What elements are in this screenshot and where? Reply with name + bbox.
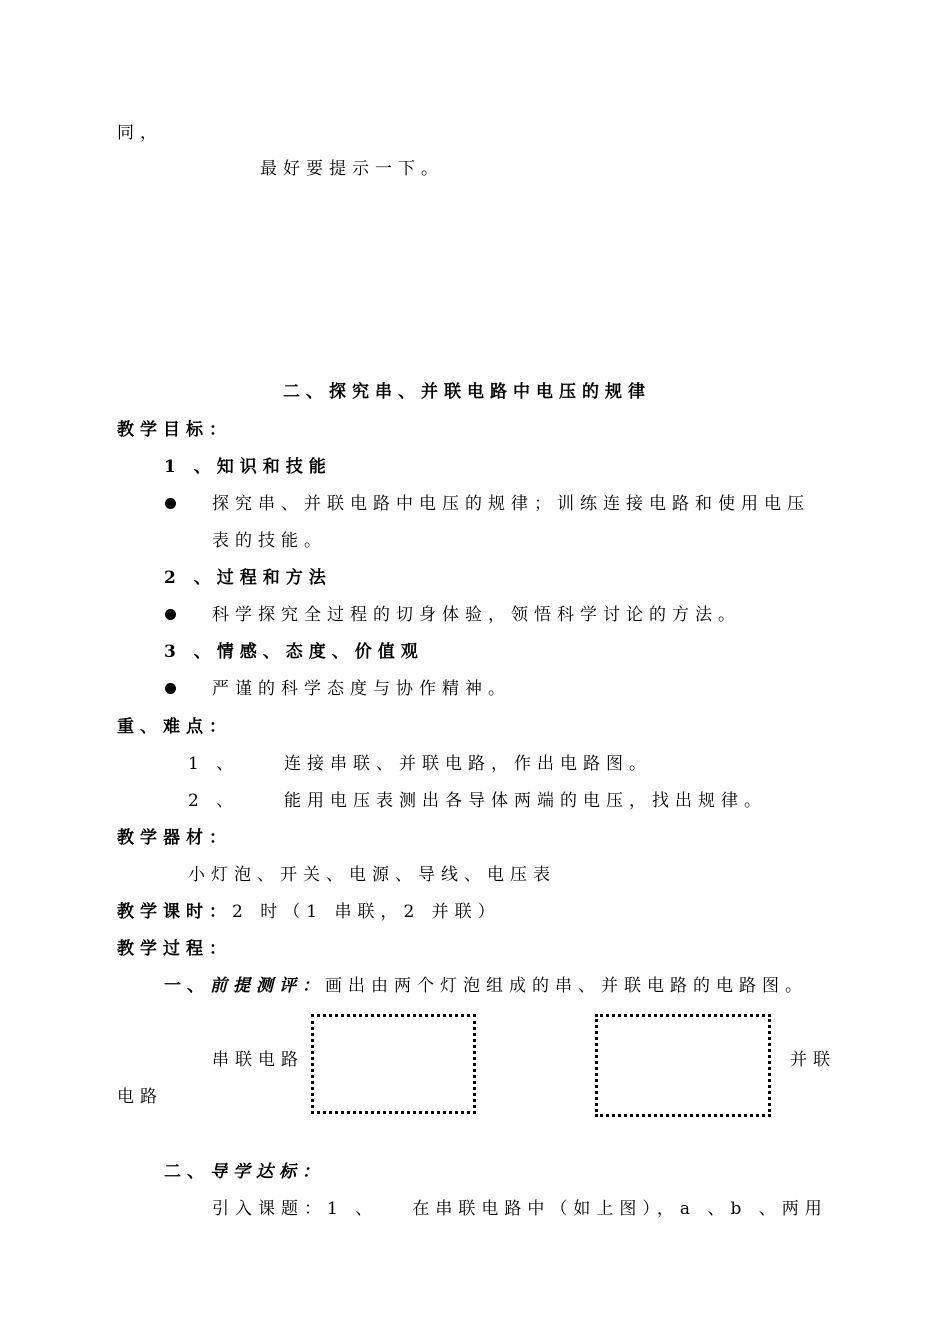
objective-1-text-cont: 表的技能。 [212,531,327,551]
step-1-line [164,975,808,997]
process-heading: 教学过程： [117,939,232,959]
continued-line: 同， [117,123,163,143]
step-1-text: 画出由两个灯泡组成的串、并联电路的电路图。 [325,976,808,996]
objective-3-heading: 3 、情感、态度、价值观 [164,642,424,662]
hours-value: 2 时（1 串联，2 并联） [232,902,501,922]
hours-label: 教学课时： [117,902,232,922]
step-1-title: 前提测评： [210,976,325,996]
objectives-heading: 教学目标： [117,420,232,440]
step-2-title: 导学达标： [210,1162,325,1182]
key-point-1-text: 连接串联、并联电路，作出电路图。 [284,754,652,774]
objective-2-text: 科学探究全过程的切身体验，领悟科学讨论的方法。 [212,605,741,625]
objective-1-text: 探究串、并联电路中电压的规律；训练连接电路和使用电压 [212,494,810,514]
equipment-text: 小灯泡、开关、电源、导线、电压表 [188,865,556,885]
step-2-number: 二、 [164,1162,210,1182]
parallel-circuit-label: 并联 [790,1050,836,1070]
key-point-2-text: 能用电压表测出各导体两端的电压，找出规律。 [284,791,767,811]
bullet-icon [165,609,176,620]
series-circuit-label: 串联电路 [212,1050,304,1070]
equipment-heading: 教学器材： [117,828,232,848]
bullet-icon [165,498,176,509]
parallel-circuit-label-cont: 电路 [117,1087,163,1107]
key-point-2-number: 2 、 [188,791,240,811]
step-2-line [164,1161,325,1183]
bullet-icon [165,683,176,694]
step-1-number: 一、 [164,976,210,996]
objective-3-text: 严谨的科学态度与协作精神。 [212,679,511,699]
hint-line: 最好要提示一下。 [260,159,444,179]
intro-text: 引入课题：1 、 在串联电路中（如上图），a 、b 、两用 [212,1199,828,1219]
key-point-1-number: 1 、 [188,754,240,774]
objective-1-heading: 1 、知识和技能 [164,457,332,477]
parallel-circuit-drawing-box [595,1014,771,1117]
key-points-heading: 重、难点： [117,717,232,737]
series-circuit-drawing-box [311,1014,476,1114]
hours-line [117,901,501,923]
section-title: 二、探究串、并联电路中电压的规律 [283,382,651,402]
objective-2-heading: 2 、过程和方法 [164,568,332,588]
